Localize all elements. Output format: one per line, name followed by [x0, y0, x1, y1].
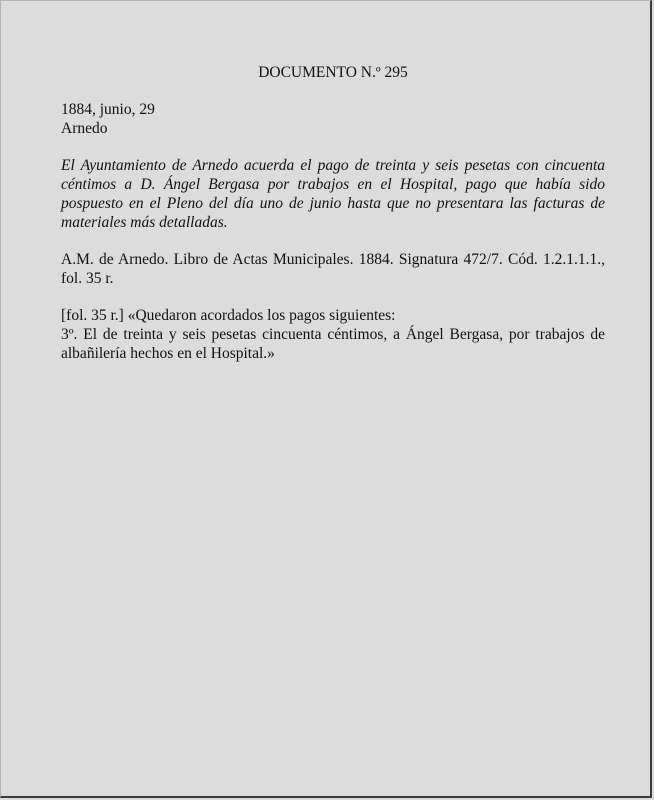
document-date: 1884, junio, 29 [61, 101, 155, 118]
transcription-line-2: 3º. El de treinta y seis pesetas cincuenta céntimos, a Ángel Bergasa, por trabajos de albañilería hechos en el Hospital.» [61, 326, 605, 362]
document-source: A.M. de Arnedo. Libro de Actas Municipales. 1884. Signatura 472/7. Cód. 1.2.1.1.1., fol. 35 r. [61, 251, 605, 287]
document-transcription [61, 306, 605, 363]
document-summary: El Ayuntamiento de Arnedo acuerda el pago de treinta y seis pesetas con cincuenta céntimos a D. Ángel Bergasa por trabajos en el Hospital, pago que había sido pospuesto en el Pleno del día uno de junio hasta que no presentara las facturas de materiales más detalladas. [61, 157, 605, 231]
document-meta [61, 100, 605, 138]
document-content [61, 63, 605, 363]
document-title: DOCUMENTO N.º 295 [258, 64, 408, 81]
document-place: Arnedo [61, 120, 108, 137]
transcription-line-1: [fol. 35 r.] «Quedaron acordados los pagos siguientes: [61, 307, 396, 324]
